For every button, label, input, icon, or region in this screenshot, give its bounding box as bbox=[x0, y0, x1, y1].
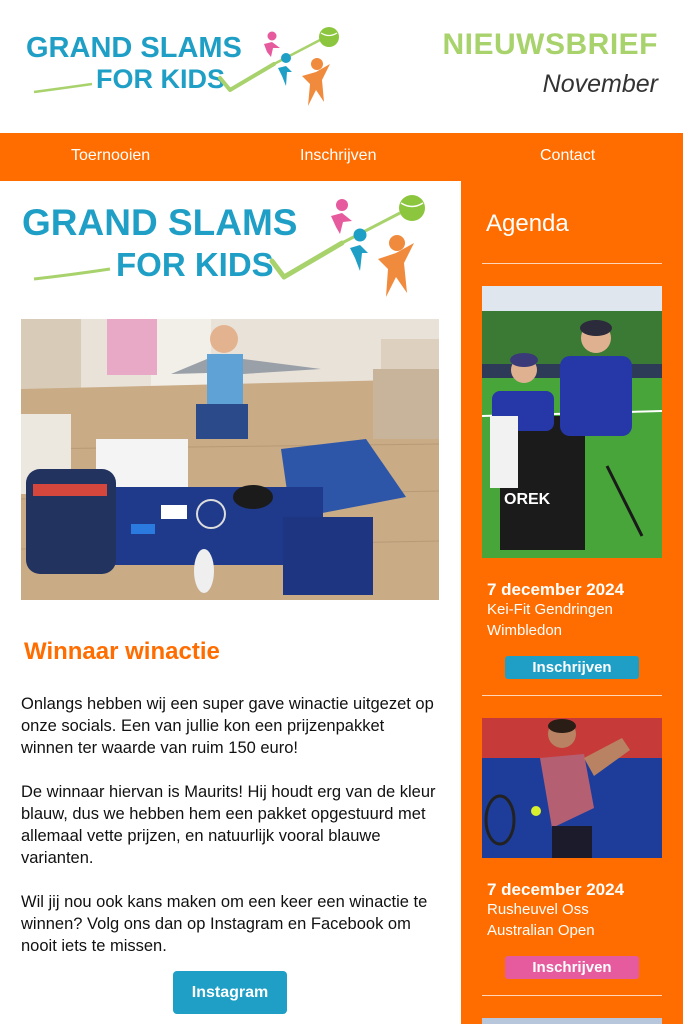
svg-text:FOR KIDS: FOR KIDS bbox=[116, 246, 274, 283]
event-photo-australian-open bbox=[482, 718, 662, 858]
nav-item-toernooien[interactable]: Toernooien bbox=[71, 147, 151, 164]
event-date: 7 december 2024 bbox=[487, 880, 625, 899]
navigation-bar bbox=[0, 133, 683, 181]
article-title: Winnaar winactie bbox=[24, 638, 220, 665]
nav-item-contact[interactable]: Contact bbox=[540, 147, 596, 164]
svg-text:GRAND SLAMS: GRAND SLAMS bbox=[22, 202, 298, 243]
article-paragraph-2: De winnaar hiervan is Maurits! Hij houdt erg van de kleur blauw, dus we hebben hem een pakket opgestuurd met allemaal vette prijzen, en natuurlijk vooral blauwe varianten. bbox=[21, 783, 436, 867]
article-paragraph-3: Wil jij nou ook kans maken om een keer een winactie te winnen? Volg ons dan op Instagram en Facebook om nooit iets te missen. bbox=[21, 893, 428, 955]
agenda-divider bbox=[482, 995, 662, 996]
main-content bbox=[0, 181, 461, 1024]
event-photo-wimbledon bbox=[482, 286, 662, 558]
event-location: Kei-Fit Gendringen bbox=[487, 601, 613, 618]
register-button[interactable]: Inschrijven bbox=[505, 956, 639, 979]
agenda-sidebar bbox=[461, 181, 683, 1024]
event-tournament: Australian Open bbox=[487, 922, 595, 939]
svg-text:GRAND SLAMS: GRAND SLAMS bbox=[26, 32, 242, 64]
newsletter-month: November bbox=[542, 70, 658, 98]
winner-photo bbox=[21, 319, 439, 600]
event-location: Rusheuvel Oss bbox=[487, 901, 589, 918]
agenda-divider bbox=[482, 695, 662, 696]
grand-slams-for-kids-logo[interactable] bbox=[24, 24, 354, 108]
svg-text:OREK: OREK bbox=[504, 491, 551, 508]
article-body bbox=[21, 693, 441, 979]
svg-text:FOR KIDS: FOR KIDS bbox=[96, 64, 226, 94]
event-date: 7 december 2024 bbox=[487, 580, 625, 599]
agenda-divider bbox=[482, 263, 662, 264]
event-tournament: Wimbledon bbox=[487, 622, 563, 639]
register-button[interactable]: Inschrijven bbox=[505, 656, 639, 679]
grand-slams-for-kids-logo-large bbox=[20, 191, 440, 299]
article-paragraph-1: Onlangs hebben wij een super gave winactie uitgezet op onze socials. Een van jullie kon een prijzenpakket winnen ter waarde van ruim 150 euro! bbox=[21, 695, 434, 757]
nav-item-inschrijven[interactable]: Inschrijven bbox=[300, 147, 377, 164]
instagram-button[interactable]: Instagram bbox=[173, 971, 287, 1014]
agenda-title: Agenda bbox=[486, 210, 569, 237]
event-photo-next bbox=[482, 1018, 662, 1024]
newsletter-title: NIEUWSBRIEF bbox=[442, 28, 658, 61]
header bbox=[0, 0, 683, 133]
